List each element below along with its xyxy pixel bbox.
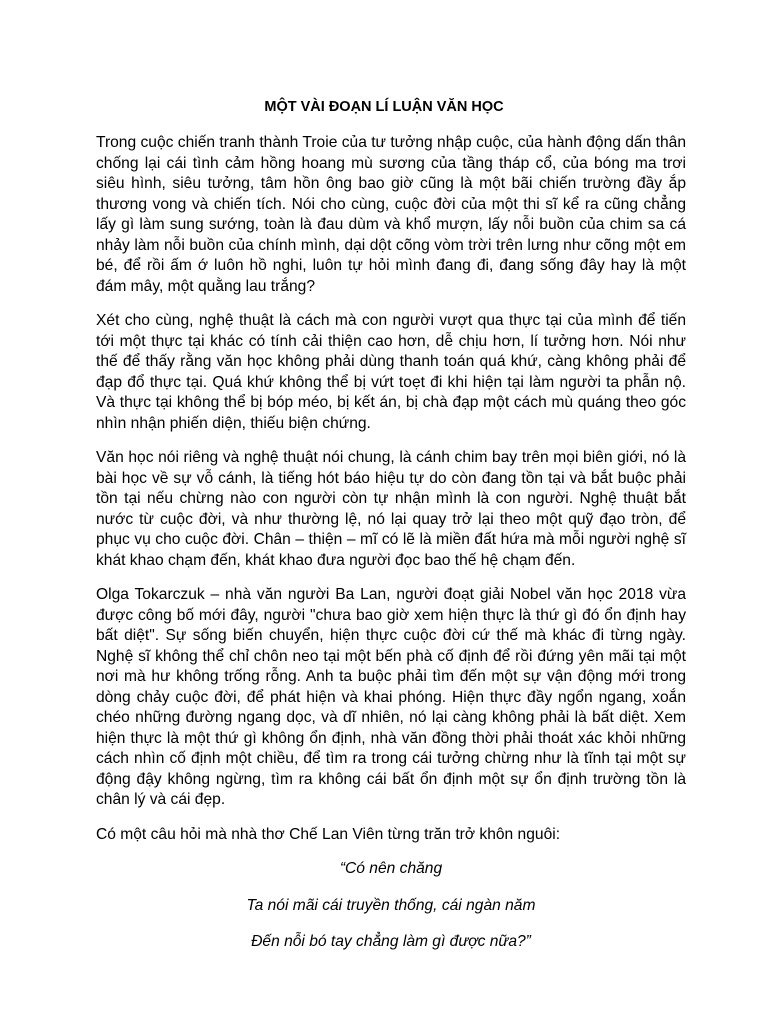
verse-line-3: Đến nỗi bó tay chẳng làm gì được nữa?” — [251, 933, 531, 950]
paragraph-5: Có một câu hỏi mà nhà thơ Chế Lan Viên từng trăn trở khôn nguôi: — [96, 825, 561, 843]
paragraph-2: Xét cho cùng, nghệ thuật là cách mà con người vượt qua thực tại của mình để tiến tới một thực tại khác có tính cải thiện cao hơn, dễ chịu hơn, lí tưởng hơn. Nói như thế để thấy rằng văn học không phải dùng thanh toán quá khứ, càng không phải để đạp đổ thực tại. Quá khứ không thể bị vứt toẹt đi khi hiện tại làm người ta phẫn nộ. Và thực tại không thể bị bóp méo, bị kết án, bị chà đạp một cách mù quáng theo góc nhìn nhận phiến diện, thiếu biện chứng. — [96, 312, 686, 432]
paragraph-3: Văn học nói riêng và nghệ thuật nói chung, là cánh chim bay trên mọi biên giới, nó là bài học về sự vỗ cánh, là tiếng hót báo hiệu tự do còn đang tồn tại và bắt buộc phải tồn tại nếu chừng nào con người còn tự nhận mình là con người. Nghệ thuật bắt nước từ cuộc đời, và như thường lệ, nó lại quay trở lại theo một quỹ đạo tròn, để phục vụ cho cuộc đời. Chân – thiện – mĩ có lẽ là miền đất hứa mà mỗi người nghệ sĩ khát khao chạm đến, khát khao đưa người đọc bao thế hệ chạm đến. — [96, 449, 686, 569]
document-title: MỘT VÀI ĐOẠN LÍ LUẬN VĂN HỌC — [264, 99, 504, 115]
paragraph-1: Trong cuộc chiến tranh thành Troie của tư tưởng nhập cuộc, của hành động dấn thân chống lại cái tình cảm hồng hoang mù sương của tầng tháp cổ, của bóng ma trơi siêu hình, siêu tưởng, tâm hồn ông bao giờ cũng là một bãi chiến trường đầy ắp thương vong và chiến tích. Nói cho cùng, cuộc đời của một thi sĩ kể ra cũng chẳng lấy gì làm sung sướng, toàn là đau dùm và khổ mượn, lấy nỗi buồn của chim sa cá nhảy làm nỗi buồn của chính mình, dại dột cõng vòm trời trên lưng như cõng một em bé, để rồi ấm ớ luôn hồ nghi, luôn tự hỏi mình đang đi, đang sống đây hay là một đám mây, một quằng lau trắng? — [96, 134, 686, 295]
paragraph-4: Olga Tokarczuk – nhà văn người Ba Lan, người đoạt giải Nobel văn học 2018 vừa được công bố mới đây, người "chưa bao giờ xem hiện thực là thứ gì đó ổn định hay bất diệt". Sự sống biến chuyển, hiện thực cuộc đời cứ thế mà khác đi từng ngày. Nghệ sĩ không thể chỉ chôn neo tại một bến phà cố định để rồi đứng yên mãi tại một nơi mà hư không trống rỗng. Anh ta buộc phải tìm đến một sự vận động mới trong dòng chảy cuộc đời, để phát hiện và khai phóng. Hiện thực đầy ngổn ngang, xoắn chéo những đường ngang dọc, và dĩ nhiên, nó lại càng không phải là bất diệt. Xem hiện thực là một thứ gì không ổn định, nhà văn đồng thời phải thoát xác khỏi những cách nhìn cố định một chiều, để tìm ra trong cái tưởng chừng như là tĩnh tại một sự động đậy không ngừng, tìm ra không cái bất ổn định một sự ổn định trường tồn là chân lý và cái đẹp. — [96, 586, 686, 808]
verse-line-2: Ta nói mãi cái truyền thống, cái ngàn năm — [246, 896, 536, 914]
verse-line-1: “Có nên chăng — [339, 860, 443, 877]
document-body — [96, 133, 686, 969]
